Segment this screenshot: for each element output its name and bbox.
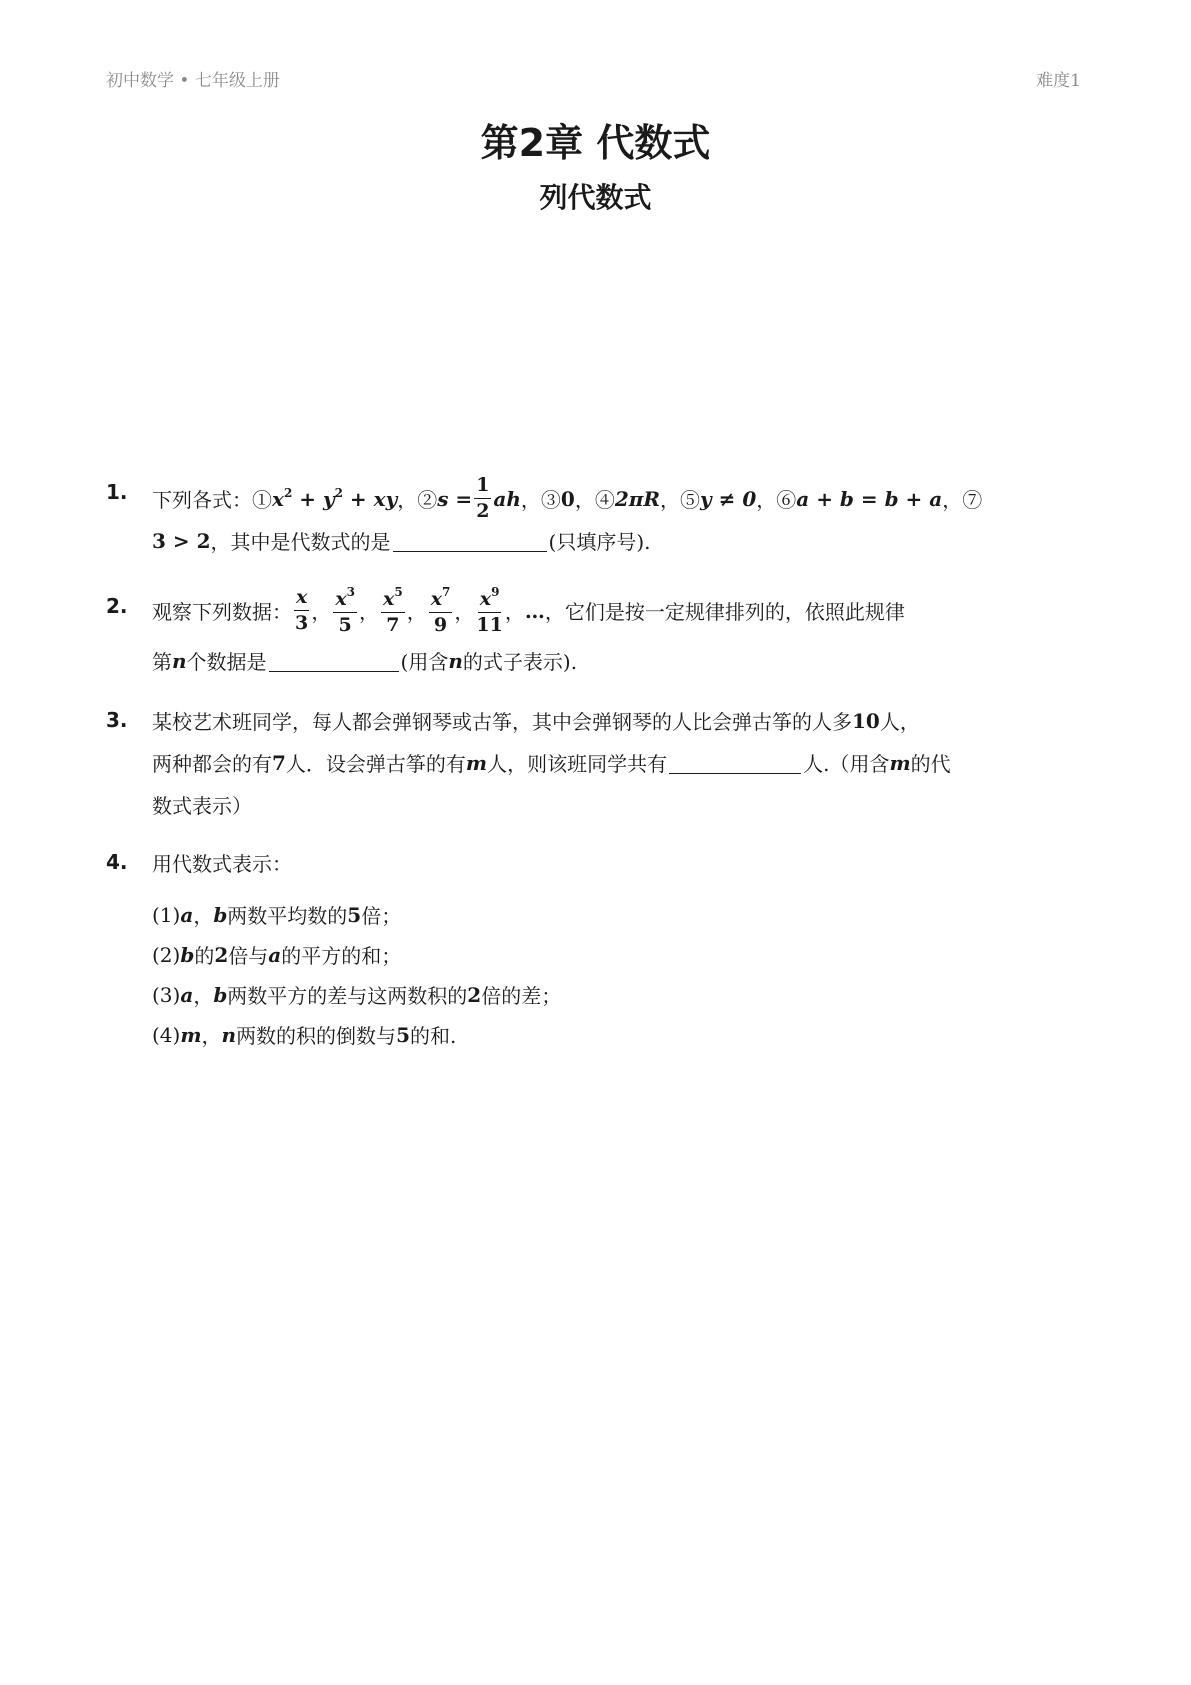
fraction-denominator: 7 [386, 614, 400, 636]
separator: ， [504, 600, 525, 624]
header-subject: 初中数学 • 七年级上册 [106, 71, 280, 91]
question-3 [106, 706, 1091, 826]
question-3-line-3: 数式表示） [152, 794, 252, 818]
question-1-line-2: 3 > 2 ，其中是代数式的是 (只填序号). [152, 528, 651, 554]
question-2-line-1: 观察下列数据： $\frac{x}{3}$ ， $\frac{x^3}{5}$ ， $\frac{x^5}{7}$ ， $\frac{x^7}{9}$ ， $\frac{x^9}{11}$ ， … ，它们是按一定规律排列的，依照此规律 [152, 585, 905, 636]
question-2-line-2: 第 n 个数据是 (用含 n 的式子表示). [152, 648, 578, 674]
expr-7: 3 > 2 [152, 528, 211, 553]
separator: ， [311, 600, 332, 624]
sub-question-4: (4) m ， n 两数的积的倒数与 5 的和. [152, 1022, 457, 1048]
question-3-line-2: 两种都会的有 7 人．设会弹古筝的有 m 人，则该班同学共有 人.（用含 m 的代 [152, 750, 951, 776]
question-2 [106, 586, 1091, 676]
question-number: 4. [106, 850, 128, 874]
question-number: 3. [106, 708, 128, 732]
separator: ， [359, 600, 380, 624]
question-1-line-1: 下列各式：① $x^2 + y^2$ + xy ，② s = $\frac{1}{2}$ ah ，③ 0 ，④ 2πR ，⑤ y ≠ 0 ，⑥ a + b = b + a ，⑦ [152, 474, 983, 522]
fraction [429, 586, 453, 635]
answer-blank[interactable] [269, 649, 399, 672]
expr-6: a + b = b + a [796, 486, 943, 511]
fraction-denominator: 11 [476, 614, 503, 636]
question-4-intro: 用代数式表示： [152, 852, 292, 876]
fraction-sequence [292, 586, 525, 635]
question-3-line-1: 某校艺术班同学，每人都会弹钢琴或古筝，其中会弹钢琴的人比会弹古筝的人多 10 人， [152, 708, 920, 734]
answer-blank[interactable] [669, 751, 801, 774]
header-difficulty: 难度1 [1036, 71, 1081, 91]
expr-5: y ≠ 0 [700, 486, 757, 511]
sub-question-2: (2) b 的 2 倍与 a 的平方的和； [152, 942, 402, 968]
expr-4: 2πR [614, 486, 661, 511]
question-1 [106, 476, 1091, 556]
sub-question-3: (3) a ， b 两数平方的差与这两数积的 2 倍的差； [152, 982, 562, 1008]
answer-blank[interactable] [393, 529, 547, 552]
expr-1: $x^2 + y^2$ + xy [272, 486, 398, 511]
fraction-numerator: $x^9$ [478, 586, 502, 613]
section-subtitle: 列代数式 [539, 181, 652, 214]
fraction [381, 586, 405, 635]
chapter-title: 第2章 代数式 [480, 121, 711, 165]
question-number: 2. [106, 594, 128, 618]
separator: ， [406, 600, 427, 624]
fraction: $\frac{1}{2}$ [476, 474, 490, 522]
fraction-numerator: $x^3$ [333, 586, 357, 613]
fraction [294, 588, 309, 633]
fraction-denominator: 5 [338, 614, 352, 636]
fraction-numerator: $x^7$ [429, 586, 453, 613]
fraction [333, 586, 357, 635]
question-4 [106, 848, 1091, 1048]
fraction-numerator: x [294, 588, 309, 611]
fraction-denominator: 9 [433, 614, 448, 636]
sub-question-1: (1) a ， b 两数平均数的 5 倍； [152, 902, 402, 928]
fraction [476, 586, 502, 635]
ellipsis: … [524, 598, 545, 623]
expr-2: s = [437, 486, 473, 511]
question-number: 1. [106, 480, 128, 504]
fraction-numerator: $x^5$ [381, 586, 405, 613]
fraction-denominator: 3 [295, 612, 309, 634]
expr-3: 0 [560, 486, 575, 511]
separator: ， [454, 600, 475, 624]
